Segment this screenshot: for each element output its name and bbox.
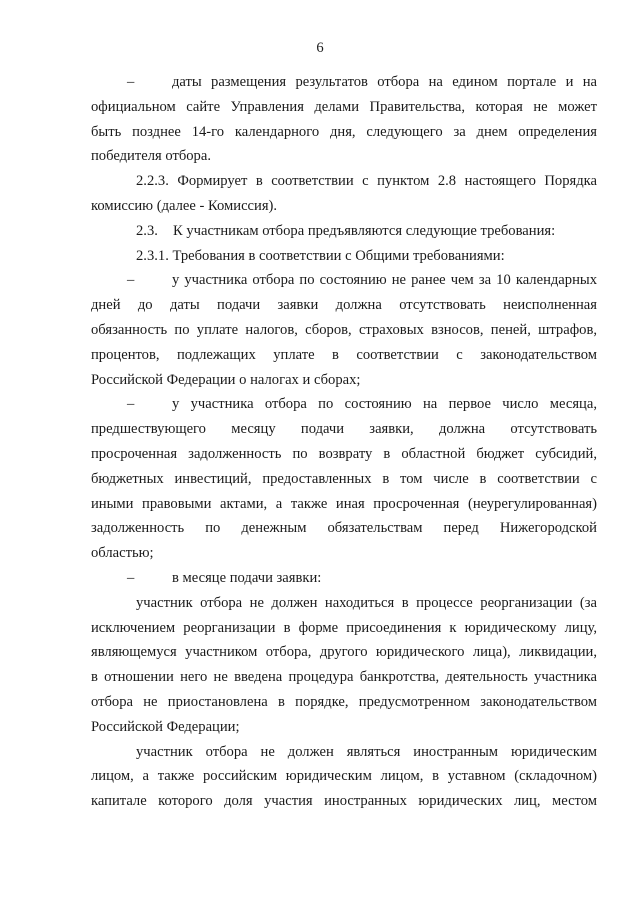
- paragraph-line: капитале которого доля участия иностранных юридических лиц, местом: [91, 793, 597, 810]
- body-text: [91, 70, 597, 814]
- paragraph-line: отбора не приостановлена в порядке, предусмотренном законодательством: [91, 693, 597, 710]
- paragraph-line: просроченная задолженность по возврату в областной бюджет субсидий,: [91, 445, 597, 462]
- paragraph-line: официальном сайте Управления делами Правительства, которая не может: [91, 98, 597, 115]
- list-item-dash-line: – в месяце подачи заявки:: [91, 566, 597, 591]
- dash-bullet: –: [127, 272, 135, 289]
- section-text: К участникам отбора предъявляются следующие требования:: [173, 222, 556, 239]
- section-number: 2.3.: [136, 222, 158, 239]
- page-number: 6: [316, 40, 324, 56]
- paragraph-line: иными правовыми актами, а также иная просроченная (неурегулированная): [91, 495, 597, 512]
- paragraph-line: комиссию (далее - Комиссия).: [91, 197, 278, 214]
- paragraph-line: быть позднее 14-го календарного дня, следующего за днем определения: [91, 123, 597, 140]
- paragraph-line: обязанность по уплате налогов, сборов, страховых взносов, пеней, штрафов,: [91, 321, 597, 338]
- section-item-line: [91, 219, 597, 244]
- paragraph-line: бюджетных инвестиций, предоставленных в том числе в соответствии с: [91, 470, 597, 487]
- paragraph-line: 2.2.3. Формирует в соответствии с пунктом 2.8 настоящего Порядка: [136, 173, 597, 190]
- paragraph-line: дней до даты подачи заявки должна отсутствовать неисполненная: [91, 297, 597, 314]
- paragraph-line: задолженность по денежным обязательствам перед Нижегородской: [91, 520, 597, 537]
- subsection-heading: 2.3.1. Требования в соответствии с Общими требованиями:: [136, 247, 505, 264]
- dash-bullet: –: [127, 396, 135, 413]
- paragraph-line: процентов, подлежащих уплате в соответствии с законодательством: [91, 346, 597, 363]
- paragraph-line: областью;: [91, 545, 154, 562]
- paragraph-line: являющемуся участником отбора, другого юридического лица), ликвидации,: [91, 644, 597, 661]
- paragraph-line: Российской Федерации о налогах и сборах;: [91, 371, 361, 388]
- list-item-dash-line: – у участника отбора по состоянию не ранее чем за 10 календарных: [91, 268, 597, 293]
- paragraph-line: участник отбора не должен находиться в процессе реорганизации (за: [136, 594, 597, 611]
- paragraph-line: лицом, а также российским юридическим лицом, в уставном (складочном): [91, 768, 597, 785]
- dash-bullet: –: [127, 569, 135, 586]
- list-item-dash-line: – даты размещения результатов отбора на едином портале и на: [91, 70, 597, 95]
- paragraph-line: победителя отбора.: [91, 148, 211, 165]
- paragraph-line: участник отбора не должен являться иностранным юридическим: [136, 743, 597, 760]
- paragraph-line: исключением реорганизации в форме присоединения к юридическому лицу,: [91, 619, 597, 636]
- list-item-dash-line: – у участника отбора по состоянию на первое число месяца,: [91, 392, 597, 417]
- dash-bullet: –: [127, 74, 135, 90]
- paragraph-line: предшествующего месяцу подачи заявки, должна отсутствовать: [91, 421, 597, 438]
- paragraph-line: Российской Федерации;: [91, 718, 240, 735]
- paragraph-line: в отношении него не введена процедура банкротства, деятельность участника: [91, 669, 597, 686]
